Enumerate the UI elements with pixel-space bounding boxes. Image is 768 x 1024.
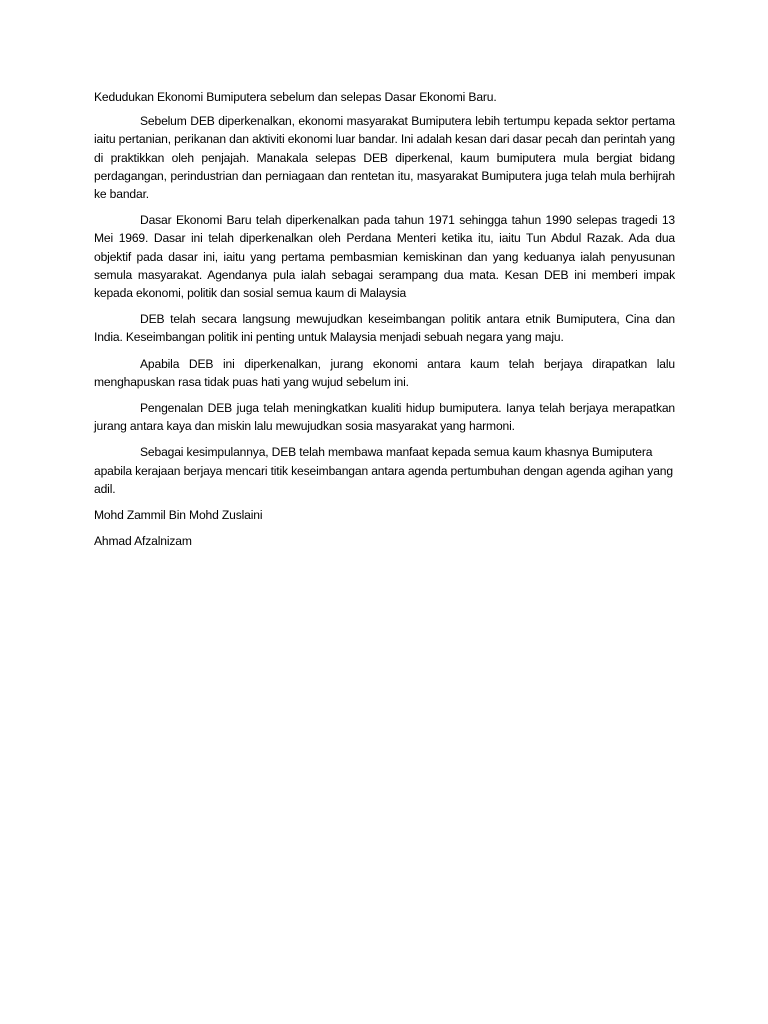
document-title: Kedudukan Ekonomi Bumiputera sebelum dan selepas Dasar Ekonomi Baru. [94, 90, 497, 104]
paragraph-deb-intro: Dasar Ekonomi Baru telah diperkenalkan pada tahun 1971 sehingga tahun 1990 selepas tragedi 13 Mei 1969. Dasar ini telah diperkenalkan oleh Perdana Menteri ketika itu, iaitu Tun Abdul Razak. Ada dua objektif pada dasar ini, iaitu yang pertama pembasmian kemiskinan dan yang keduanya ialah penyusunan semula masyarakat. Agendanya pula ialah sebagai serampang dua mata. Kesan DEB ini memberi impak kepada ekonomi, politik dan sosial semua kaum di Malaysia [94, 213, 675, 301]
author-name: Ahmad Afzalnizam [94, 534, 192, 549]
paragraph-political-balance: DEB telah secara langsung mewujudkan keseimbangan politik antara etnik Bumiputera, Cina dan India. Keseimbangan politik ini penting untuk Malaysia menjadi sebuah negara yang maju. [94, 312, 675, 345]
paragraph-before-deb: Sebelum DEB diperkenalkan, ekonomi masyarakat Bumiputera lebih tertumpu kepada sektor pertama iaitu pertanian, perikanan dan aktiviti ekonomi luar bandar. Ini adalah kesan dari dasar pecah dan perintah yang di praktikkan oleh penjajah. Manakala selepas DEB diperkenal, kaum bumiputera mula bergiat bidang perdagangan, perindustrian dan perniagaan dan rentetan itu, masyarakat Bumiputera juga telah mula berhijrah ke bandar. [94, 114, 675, 202]
paragraph-quality-of-life: Pengenalan DEB juga telah meningkatkan kualiti hidup bumiputera. Ianya telah berjaya merapatkan jurang antara kaya dan miskin lalu mewujudkan sosia masyarakat yang harmoni. [94, 401, 675, 434]
author-name: Mohd Zammil Bin Mohd Zuslaini [94, 508, 263, 523]
paragraph-conclusion: Sebagai kesimpulannya, DEB telah membawa manfaat kepada semua kaum khasnya Bumiputera apabila kerajaan berjaya mencari titik keseimbangan antara agenda pertumbuhan dengan agenda agihan yang adil. [94, 445, 673, 496]
document-body [94, 88, 675, 558]
paragraph-economic-gap: Apabila DEB ini diperkenalkan, jurang ekonomi antara kaum telah berjaya dirapatkan lalu menghapuskan rasa tidak puas hati yang wujud sebelum ini. [94, 356, 675, 389]
